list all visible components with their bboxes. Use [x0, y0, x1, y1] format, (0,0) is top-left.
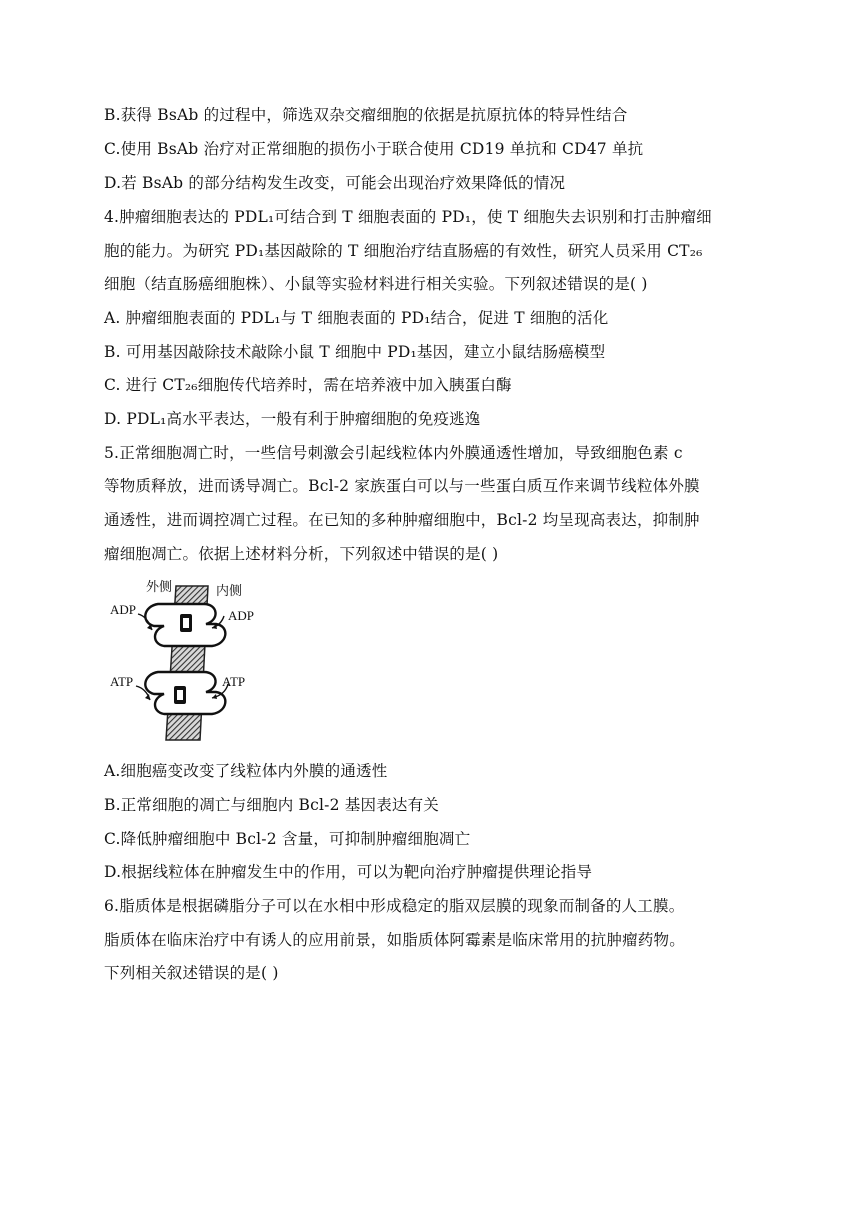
- label-atp-right: ATP: [222, 674, 246, 689]
- q6-stem-line-1: 6.脂质体是根据磷脂分子可以在水相中形成稳定的脂双层膜的现象而制备的人工膜。: [104, 897, 685, 915]
- q4-stem-line-1: 4.肿瘤细胞表达的 PDL₁可结合到 T 细胞表面的 PD₁，使 T 细胞失去识别和打击肿瘤细: [104, 208, 712, 226]
- q3-option-d: D.若 BsAb 的部分结构发生改变，可能会出现治疗效果降低的情况: [104, 174, 566, 192]
- q5-option-b: B.正常细胞的凋亡与细胞内 Bcl-2 基因表达有关: [104, 796, 440, 814]
- q3-option-c: C.使用 BsAb 治疗对正常细胞的损伤小于联合使用 CD19 单抗和 CD47 单抗: [104, 140, 644, 158]
- q5-stem-line-1: 5.正常细胞凋亡时，一些信号刺激会引起线粒体内外膜通透性增加，导致细胞色素 c: [104, 444, 683, 462]
- membrane-transport-figure: [104, 578, 276, 748]
- q4-stem-line-3: 细胞（结直肠癌细胞株）、小鼠等实验材料进行相关实验。下列叙述错误的是( ): [104, 275, 648, 293]
- q4-option-c: C. 进行 CT₂₆细胞传代培养时，需在培养液中加入胰蛋白酶: [104, 376, 512, 394]
- q4-option-d: D. PDL₁高水平表达，一般有利于肿瘤细胞的免疫逃逸: [104, 410, 481, 428]
- q4-stem-line-2: 胞的能力。为研究 PD₁基因敲除的 T 细胞治疗结直肠癌的有效性，研究人员采用 CT₂₆: [104, 242, 703, 260]
- q5-stem-line-3: 通透性，进而调控凋亡过程。在已知的多种肿瘤细胞中，Bcl-2 均呈现高表达，抑制肿: [104, 511, 700, 529]
- q5-stem-line-2: 等物质释放，进而诱导凋亡。Bcl-2 家族蛋白可以与一些蛋白质互作来调节线粒体外膜: [104, 477, 700, 495]
- label-outer: 外侧: [146, 579, 173, 594]
- label-adp-right: ADP: [228, 608, 255, 623]
- q3-option-b: B.获得 BsAb 的过程中，筛选双杂交瘤细胞的依据是抗原抗体的特异性结合: [104, 106, 628, 124]
- q5-option-d: D.根据线粒体在肿瘤发生中的作用，可以为靶向治疗肿瘤提供理论指导: [104, 863, 593, 881]
- label-atp-left: ATP: [110, 674, 134, 689]
- q5-stem-line-4: 瘤细胞凋亡。依据上述材料分析，下列叙述中错误的是( ): [104, 545, 499, 563]
- q5-option-c: C.降低肿瘤细胞中 Bcl-2 含量，可抑制肿瘤细胞凋亡: [104, 830, 471, 848]
- q6-stem-line-3: 下列相关叙述错误的是( ): [104, 964, 279, 982]
- q5-option-a: A.细胞癌变改变了线粒体内外膜的通透性: [104, 762, 388, 780]
- label-adp-left: ADP: [110, 602, 137, 617]
- label-inner: 内侧: [216, 583, 243, 598]
- q4-option-b: B. 可用基因敲除技术敲除小鼠 T 细胞中 PD₁基因，建立小鼠结肠癌模型: [104, 343, 606, 361]
- q6-stem-line-2: 脂质体在临床治疗中有诱人的应用前景，如脂质体阿霉素是临床常用的抗肿瘤药物。: [104, 931, 685, 949]
- q4-option-a: A. 肿瘤细胞表面的 PDL₁与 T 细胞表面的 PD₁结合，促进 T 细胞的活化: [104, 309, 609, 327]
